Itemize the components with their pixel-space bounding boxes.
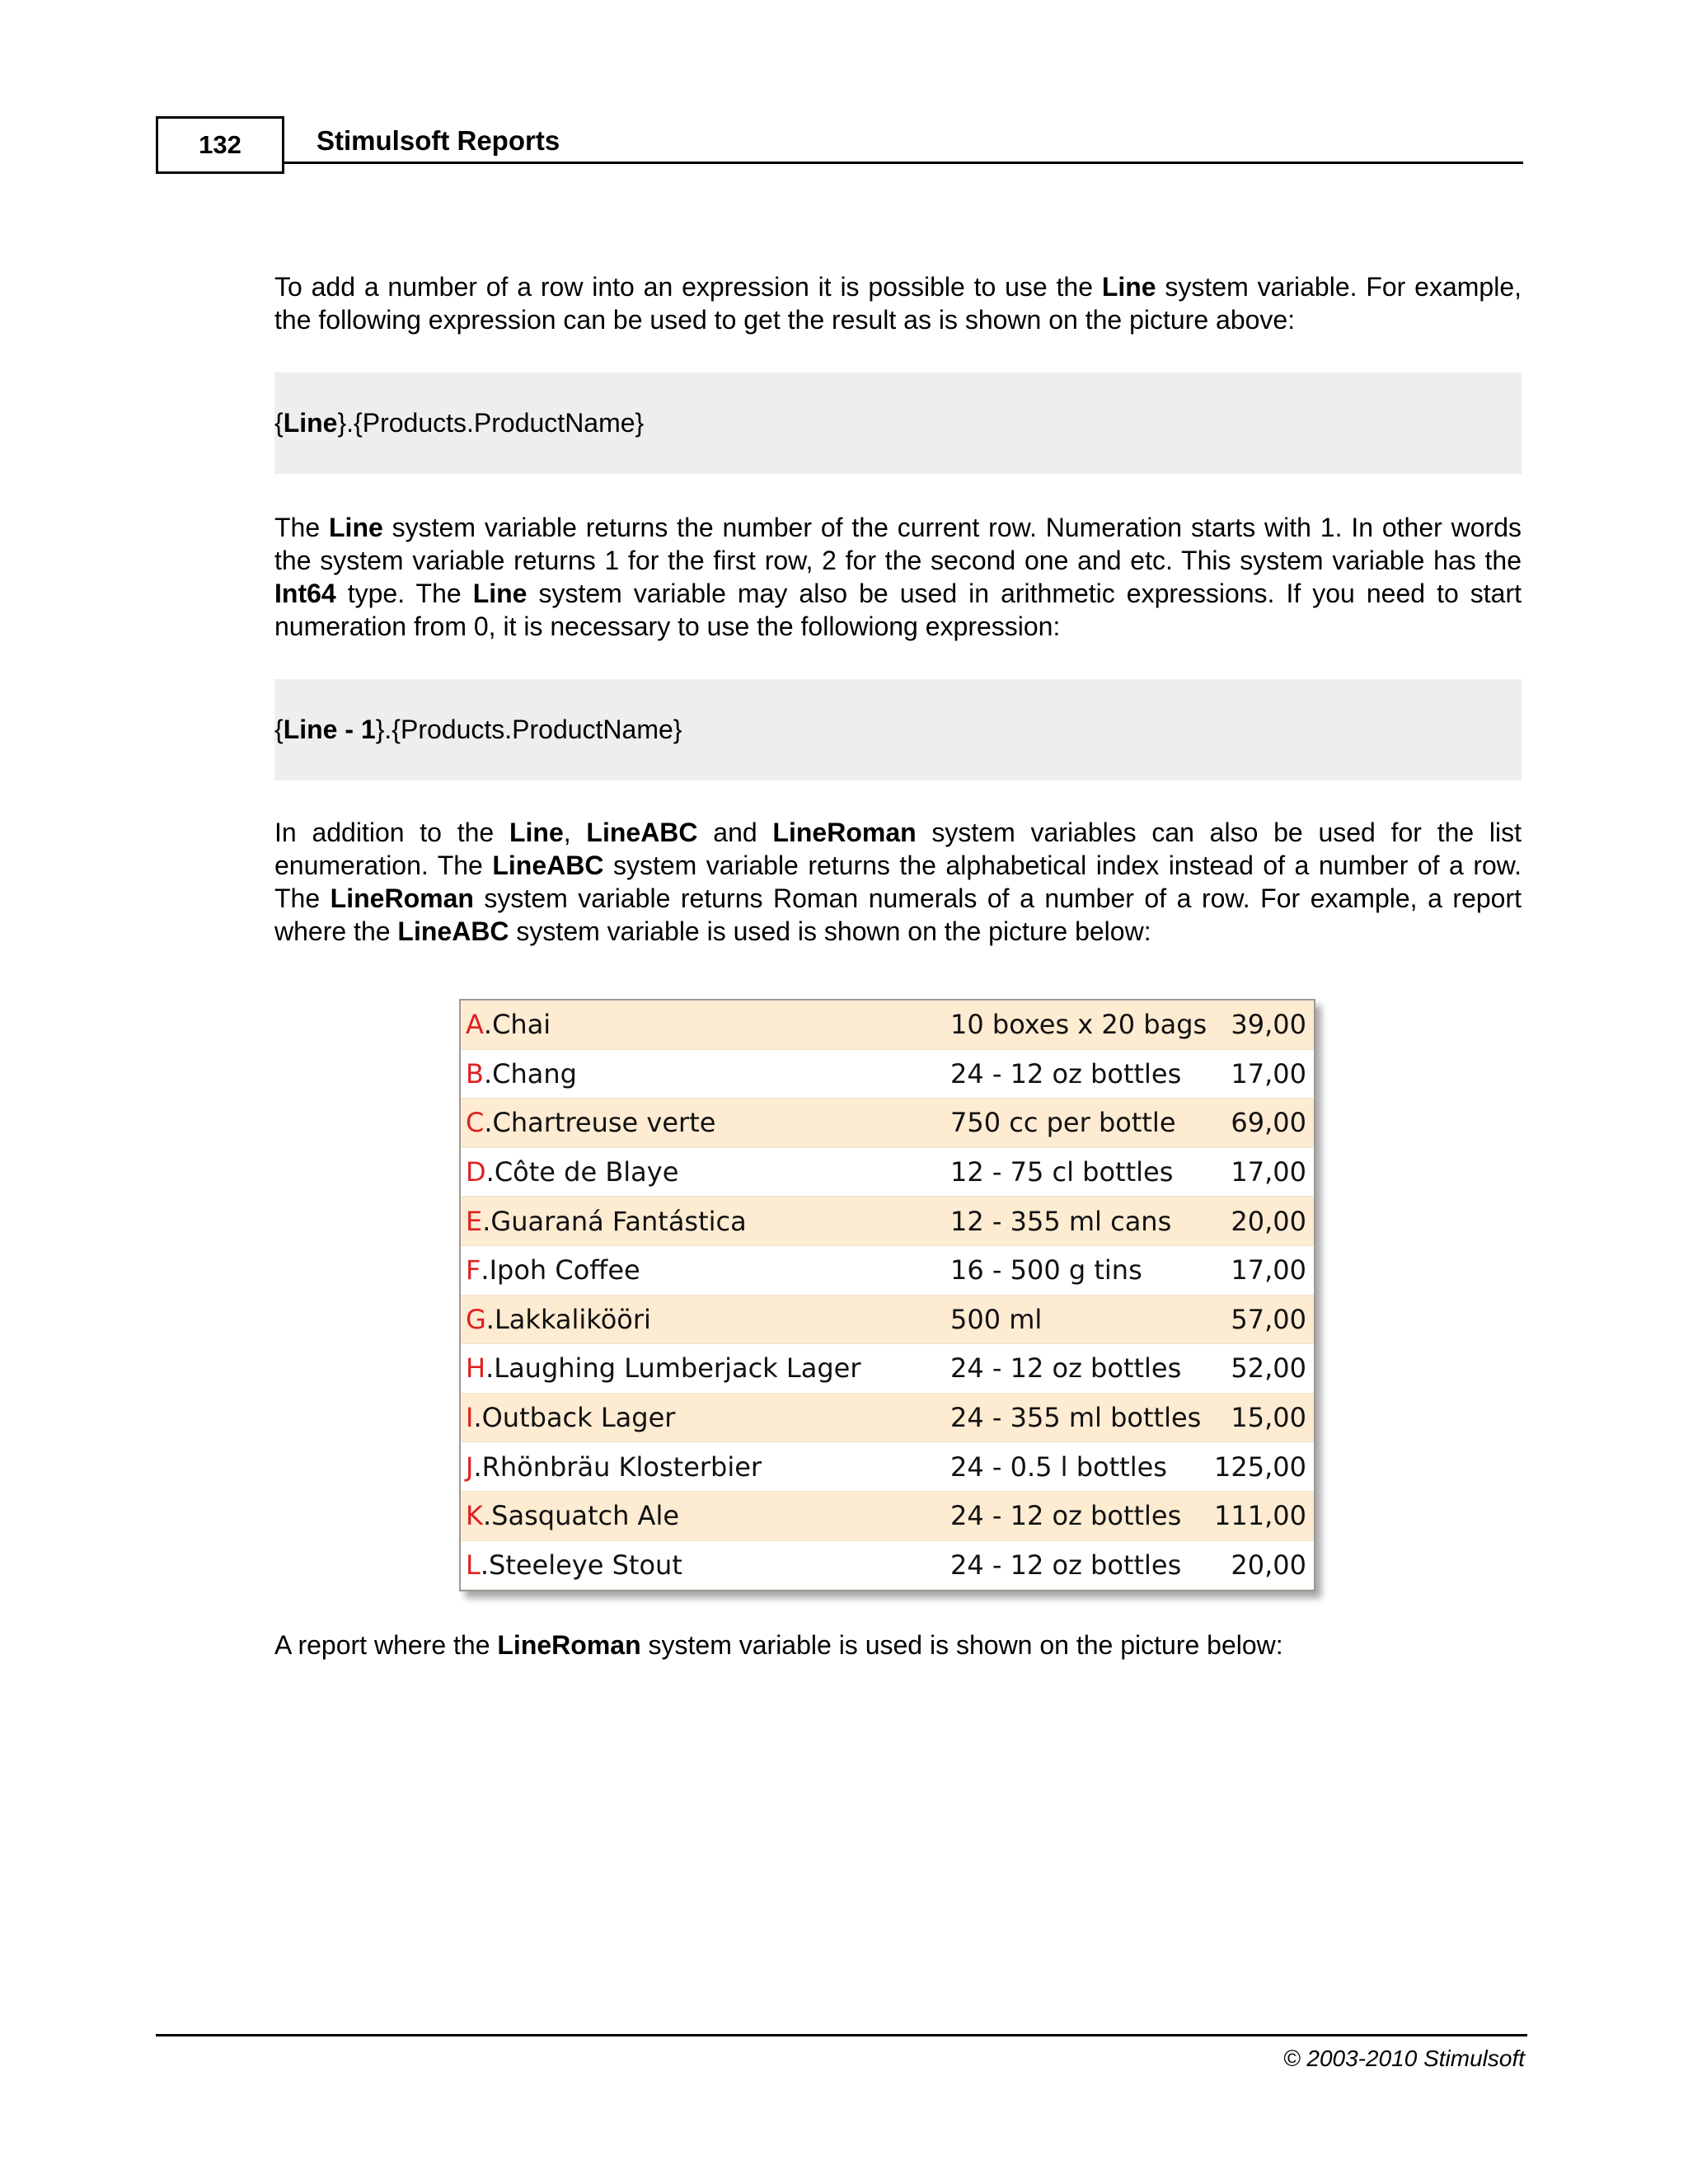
product-name: .Outback Lager <box>473 1402 676 1434</box>
text-run: system variable returns Roman numerals of a number of a row. For example, a report where the <box>274 883 1522 946</box>
row-index-letter: F <box>466 1254 481 1286</box>
text-run: { <box>274 408 284 438</box>
unit-price-cell: 111,00 <box>1214 1500 1306 1532</box>
product-name: .Côte de Blaye <box>485 1156 679 1188</box>
bold-term: Line <box>1101 272 1156 302</box>
report-row <box>461 1442 1314 1492</box>
unit-price-cell: 69,00 <box>1231 1107 1306 1139</box>
product-name-cell <box>466 1492 679 1540</box>
bold-term: LineABC <box>586 818 698 847</box>
paragraph-line-description <box>274 511 1522 643</box>
bold-term: Line <box>329 513 383 542</box>
product-name: .Sasquatch Ale <box>482 1500 680 1532</box>
text-run: system variable is used is shown on the picture below: <box>640 1630 1283 1660</box>
text-run: system variable returns the number of the current row. Numeration starts with 1. In other words the system variable returns 1 for the first row, 2 for the second one and etc. This system variable has the <box>274 513 1522 575</box>
product-name: .Guaraná Fantástica <box>482 1205 747 1237</box>
unit-price-cell: 125,00 <box>1214 1451 1306 1483</box>
bold-term: LineRoman <box>772 818 917 847</box>
quantity-per-unit-cell: 12 - 355 ml cans <box>950 1205 1172 1237</box>
report-row <box>461 1001 1314 1050</box>
product-name-cell <box>466 1246 640 1295</box>
quantity-per-unit-cell: 500 ml <box>950 1303 1043 1335</box>
unit-price-cell: 17,00 <box>1231 1254 1306 1286</box>
header-title: Stimulsoft Reports <box>316 125 560 156</box>
page-number: 132 <box>199 130 241 159</box>
product-name-cell <box>466 1394 675 1442</box>
text-run: system variable returns the alphabetical index instead of a number of a row. The <box>274 851 1522 913</box>
text-run: system variable. For example, the following expression can be used to get the result as is shown on the picture above: <box>274 272 1522 335</box>
row-index-letter: G <box>466 1303 486 1335</box>
product-name-cell <box>466 1050 577 1099</box>
text-run: In addition to the <box>274 818 509 847</box>
bold-term: Int64 <box>274 579 336 608</box>
quantity-per-unit-cell: 750 cc per bottle <box>950 1107 1176 1139</box>
report-row <box>461 1492 1314 1541</box>
text-run: To add a number of a row into an expression it is possible to use the <box>274 272 1102 302</box>
product-name-cell <box>466 1344 860 1393</box>
row-index-letter: J <box>466 1451 474 1483</box>
text-run: , <box>563 818 587 847</box>
paragraph-line-intro <box>274 270 1522 336</box>
text-run: system variables can also be used for the list enumeration. The <box>274 818 1522 880</box>
text-run: }.{Products.ProductName} <box>375 715 682 744</box>
product-name-cell <box>466 1197 747 1245</box>
text-run: { <box>274 715 284 744</box>
text-run: type. The <box>335 579 473 608</box>
text-run: A report where the <box>274 1630 498 1660</box>
bold-term: LineRoman <box>330 883 474 913</box>
product-name: .Chartreuse verte <box>484 1107 716 1139</box>
quantity-per-unit-cell: 24 - 12 oz bottles <box>950 1500 1182 1532</box>
text-run: The <box>274 513 329 542</box>
product-name: .Ipoh Coffee <box>481 1254 640 1286</box>
text-run: system variable is used is shown on the picture below: <box>509 916 1151 946</box>
quantity-per-unit-cell: 16 - 500 g tins <box>950 1254 1142 1286</box>
text-run: system variable may also be used in arithmetic expressions. If you need to start numeration from 0, it is necessary to use the followiong expression: <box>274 579 1522 641</box>
quantity-per-unit-cell: 24 - 12 oz bottles <box>950 1352 1182 1385</box>
product-name: .Lakkalikööri <box>485 1303 651 1335</box>
unit-price-cell: 20,00 <box>1231 1549 1306 1581</box>
row-index-letter: E <box>466 1205 483 1237</box>
product-name: .Laughing Lumberjack Lager <box>485 1352 861 1385</box>
product-name-cell <box>466 1148 678 1197</box>
code-example-line-minus-one <box>274 679 1522 780</box>
header-rule <box>284 162 1523 164</box>
text-run: }.{Products.ProductName} <box>337 408 645 438</box>
report-row <box>461 1296 1314 1345</box>
product-name-cell <box>466 1296 651 1344</box>
report-lineabc-example <box>459 999 1315 1591</box>
bold-term: Line <box>509 818 564 847</box>
report-row <box>461 1099 1314 1148</box>
footer-copyright: © 2003-2010 Stimulsoft <box>1282 2046 1525 2071</box>
bold-term: LineABC <box>492 851 604 880</box>
unit-price-cell: 17,00 <box>1231 1057 1306 1090</box>
page-number-box <box>156 116 284 174</box>
row-index-letter: D <box>466 1156 486 1188</box>
bold-term: LineRoman <box>497 1630 641 1660</box>
paragraph-lineroman-intro <box>274 1629 1522 1661</box>
quantity-per-unit-cell: 12 - 75 cl bottles <box>950 1156 1174 1188</box>
product-name-cell <box>466 1099 715 1147</box>
footer-rule <box>156 2034 1527 2036</box>
code-example-line <box>274 373 1522 474</box>
report-row <box>461 1394 1314 1443</box>
unit-price-cell: 15,00 <box>1231 1402 1306 1434</box>
unit-price-cell: 39,00 <box>1231 1009 1306 1041</box>
code-example-line-text <box>274 408 644 438</box>
row-index-letter: C <box>466 1107 485 1139</box>
report-row <box>461 1148 1314 1197</box>
product-name: .Chai <box>483 1009 551 1041</box>
code-example-line-minus-one-text <box>274 715 682 745</box>
paragraph-lineabc-lineroman <box>274 816 1522 948</box>
quantity-per-unit-cell: 24 - 12 oz bottles <box>950 1057 1182 1090</box>
product-name: .Rhönbräu Klosterbier <box>473 1451 762 1483</box>
quantity-per-unit-cell: 24 - 355 ml bottles <box>950 1402 1202 1434</box>
row-index-letter: A <box>466 1009 484 1041</box>
report-row <box>461 1246 1314 1296</box>
row-index-letter: I <box>466 1402 474 1434</box>
report-row <box>461 1541 1314 1591</box>
text-run: and <box>697 818 773 847</box>
unit-price-cell: 20,00 <box>1231 1205 1306 1237</box>
row-index-letter: B <box>466 1057 484 1090</box>
unit-price-cell: 17,00 <box>1231 1156 1306 1188</box>
row-index-letter: L <box>466 1549 481 1581</box>
product-name-cell <box>466 1442 762 1491</box>
row-index-letter: K <box>466 1500 483 1532</box>
bold-term: Line - 1 <box>283 715 376 744</box>
product-name-cell <box>466 1001 551 1049</box>
report-row <box>461 1197 1314 1246</box>
bold-term: LineABC <box>397 916 509 946</box>
unit-price-cell: 52,00 <box>1231 1352 1306 1385</box>
product-name-cell <box>466 1541 682 1590</box>
quantity-per-unit-cell: 24 - 0.5 l bottles <box>950 1451 1167 1483</box>
product-name: .Steeleye Stout <box>480 1549 682 1581</box>
report-row <box>461 1344 1314 1394</box>
bold-term: Line <box>472 579 528 608</box>
bold-term: Line <box>283 408 338 438</box>
quantity-per-unit-cell: 24 - 12 oz bottles <box>950 1549 1182 1581</box>
quantity-per-unit-cell: 10 boxes x 20 bags <box>950 1009 1207 1041</box>
unit-price-cell: 57,00 <box>1231 1303 1306 1335</box>
product-name: .Chang <box>483 1057 577 1090</box>
report-row <box>461 1050 1314 1099</box>
row-index-letter: H <box>466 1352 486 1385</box>
